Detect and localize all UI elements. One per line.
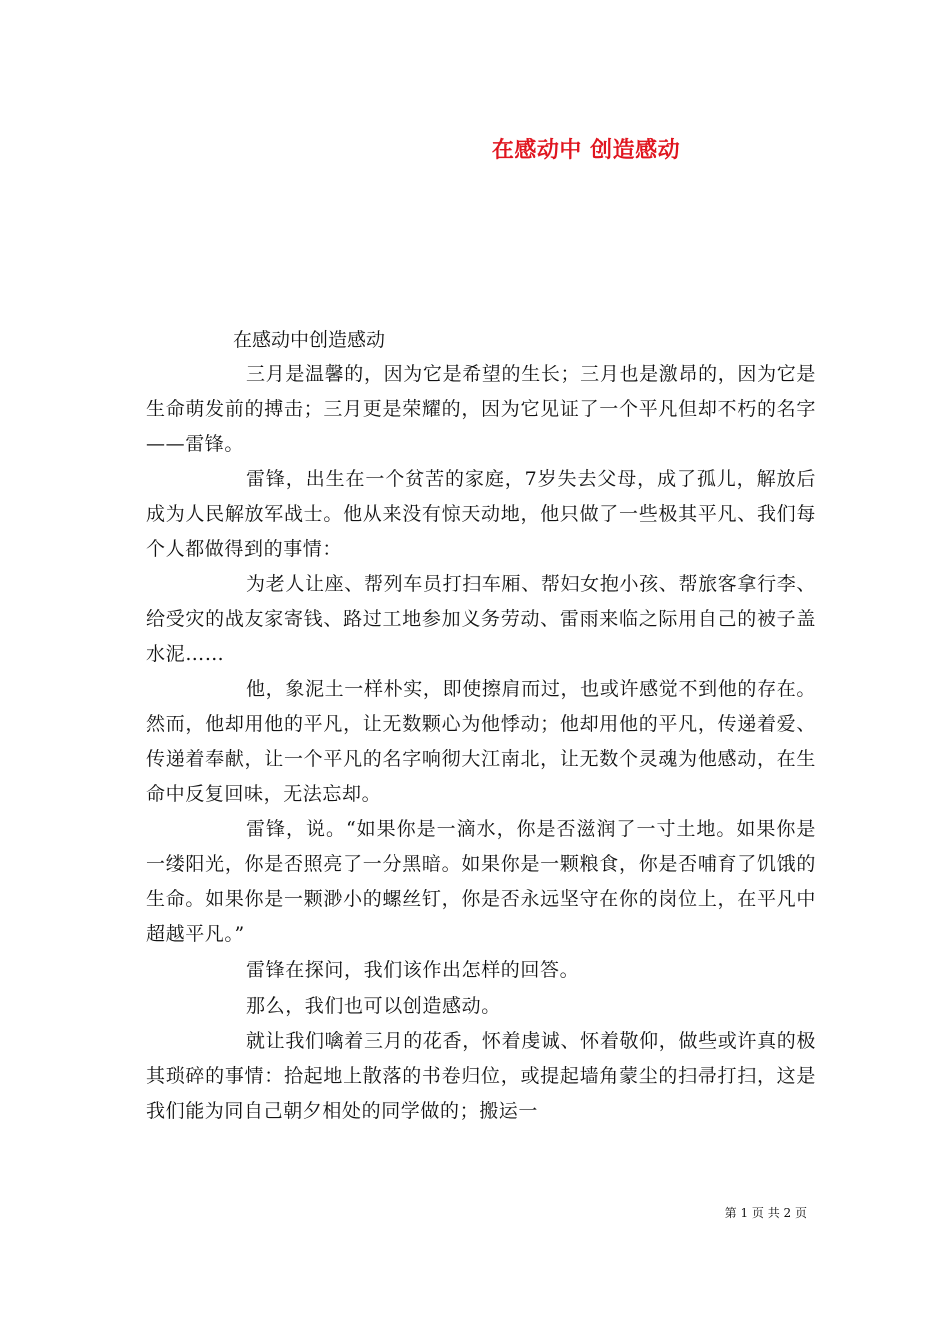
paragraph: 雷锋，出生在一个贫苦的家庭，7岁失去父母，成了孤儿，解放后成为人民解放军战士。他从来没有惊天动地，他只做了一些极其平凡、我们每个人都做得到的事情： <box>146 468 816 560</box>
paragraph: 雷锋，说。“如果你是一滴水，你是否滋润了一寸土地。如果你是一缕阳光，你是否照亮了一分黑暗。如果你是一颗粮食，你是否哺育了饥饿的生命。如果你是一颗渺小的螺丝钉，你是否永远坚守在你的岗位上，在平凡中超越平凡。” <box>146 818 816 945</box>
paragraph: 三月是温馨的，因为它是希望的生长；三月也是激昂的，因为它是生命萌发前的搏击；三月更是荣耀的，因为它见证了一个平凡但却不朽的名字——雷锋。 <box>146 363 816 455</box>
paragraph: 雷锋在探问，我们该作出怎样的回答。 <box>246 959 580 981</box>
paragraph: 为老人让座、帮列车员打扫车厢、帮妇女抱小孩、帮旅客拿行李、给受灾的战友家寄钱、路过工地参加义务劳动、雷雨来临之际用自己的被子盖水泥…… <box>146 573 816 665</box>
paragraph: 就让我们噙着三月的花香，怀着虔诚、怀着敬仰，做些或许真的极其琐碎的事情：拾起地上散落的书卷归位，或提起墙角蒙尘的扫帚打扫，这是我们能为同自己朝夕相处的同学做的；搬运一 <box>146 1030 816 1122</box>
paragraph: 他，象泥土一样朴实，即使擦肩而过，也或许感觉不到他的存在。然而，他却用他的平凡，让无数颗心为他悸动；他却用他的平凡，传递着爱、传递着奉献，让一个平凡的名字响彻大江南北，让无数个灵魂为他感动，在生命中反复回味，无法忘却。 <box>146 678 816 805</box>
document-body <box>146 357 816 1129</box>
document-subtitle: 在感动中创造感动 <box>233 329 386 351</box>
page-footer: 第 1 页 共 2 页 <box>724 1206 807 1220</box>
paragraph: 那么，我们也可以创造感动。 <box>246 995 501 1017</box>
document-title: 在感动中 创造感动 <box>491 138 681 163</box>
